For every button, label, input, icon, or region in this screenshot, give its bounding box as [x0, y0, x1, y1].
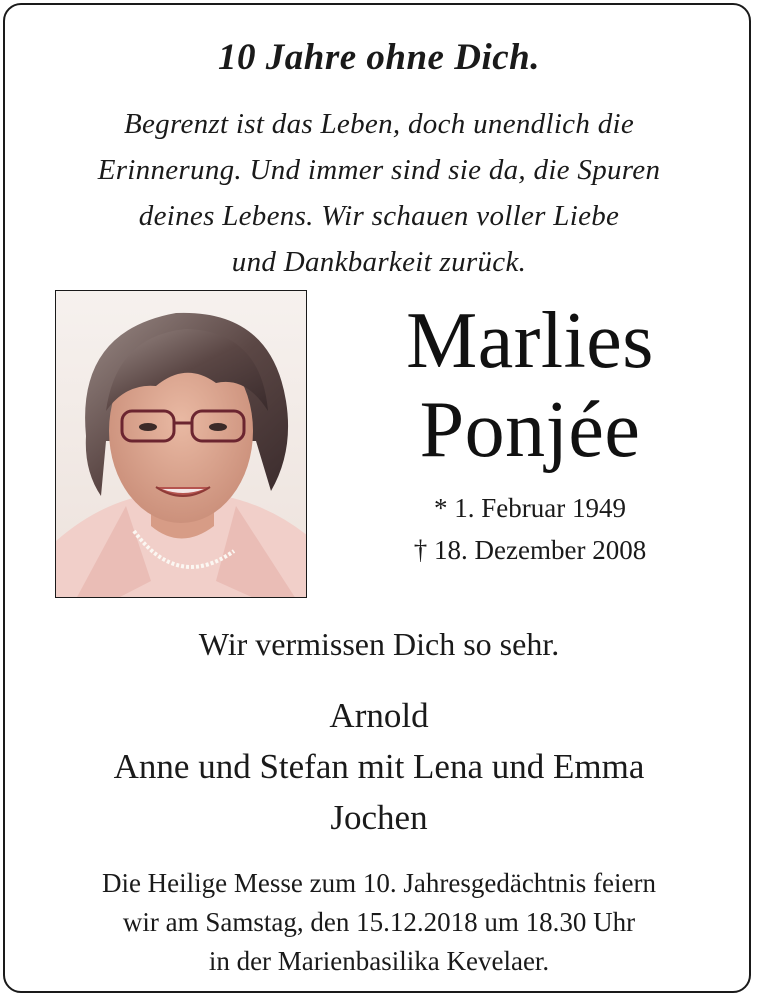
mass-notice-line: in der Marienbasilika Kevelaer. [208, 946, 550, 976]
portrait-illustration [56, 291, 307, 598]
family-member: Jochen [330, 798, 428, 837]
family-member: Anne und Stefan mit Lena und Emma [113, 747, 645, 786]
portrait-photo [55, 290, 307, 598]
deceased-last-name: Ponjée [419, 386, 641, 474]
verse-line: Begrenzt ist das Leben, doch unendlich die [123, 108, 635, 140]
mass-notice-line: Die Heilige Messe zum 10. Jahresgedächtnis feiern [101, 868, 657, 898]
memorial-verse [40, 101, 718, 285]
headline: 10 Jahre ohne Dich. [218, 37, 540, 78]
birth-date: * 1. Februar 1949 [434, 493, 626, 523]
death-date: † 18. Dezember 2008 [413, 535, 647, 565]
family-member: Arnold [329, 696, 429, 735]
verse-line: Erinnerung. Und immer sind sie da, die Spuren [97, 154, 661, 186]
mass-notice-line: wir am Samstag, den 15.12.2018 um 18.30 Uhr [122, 907, 636, 937]
miss-line: Wir vermissen Dich so sehr. [198, 626, 560, 662]
verse-line: und Dankbarkeit zurück. [231, 246, 527, 278]
deceased-first-name: Marlies [406, 297, 654, 385]
verse-line: deines Lebens. Wir schauen voller Liebe [138, 200, 620, 232]
